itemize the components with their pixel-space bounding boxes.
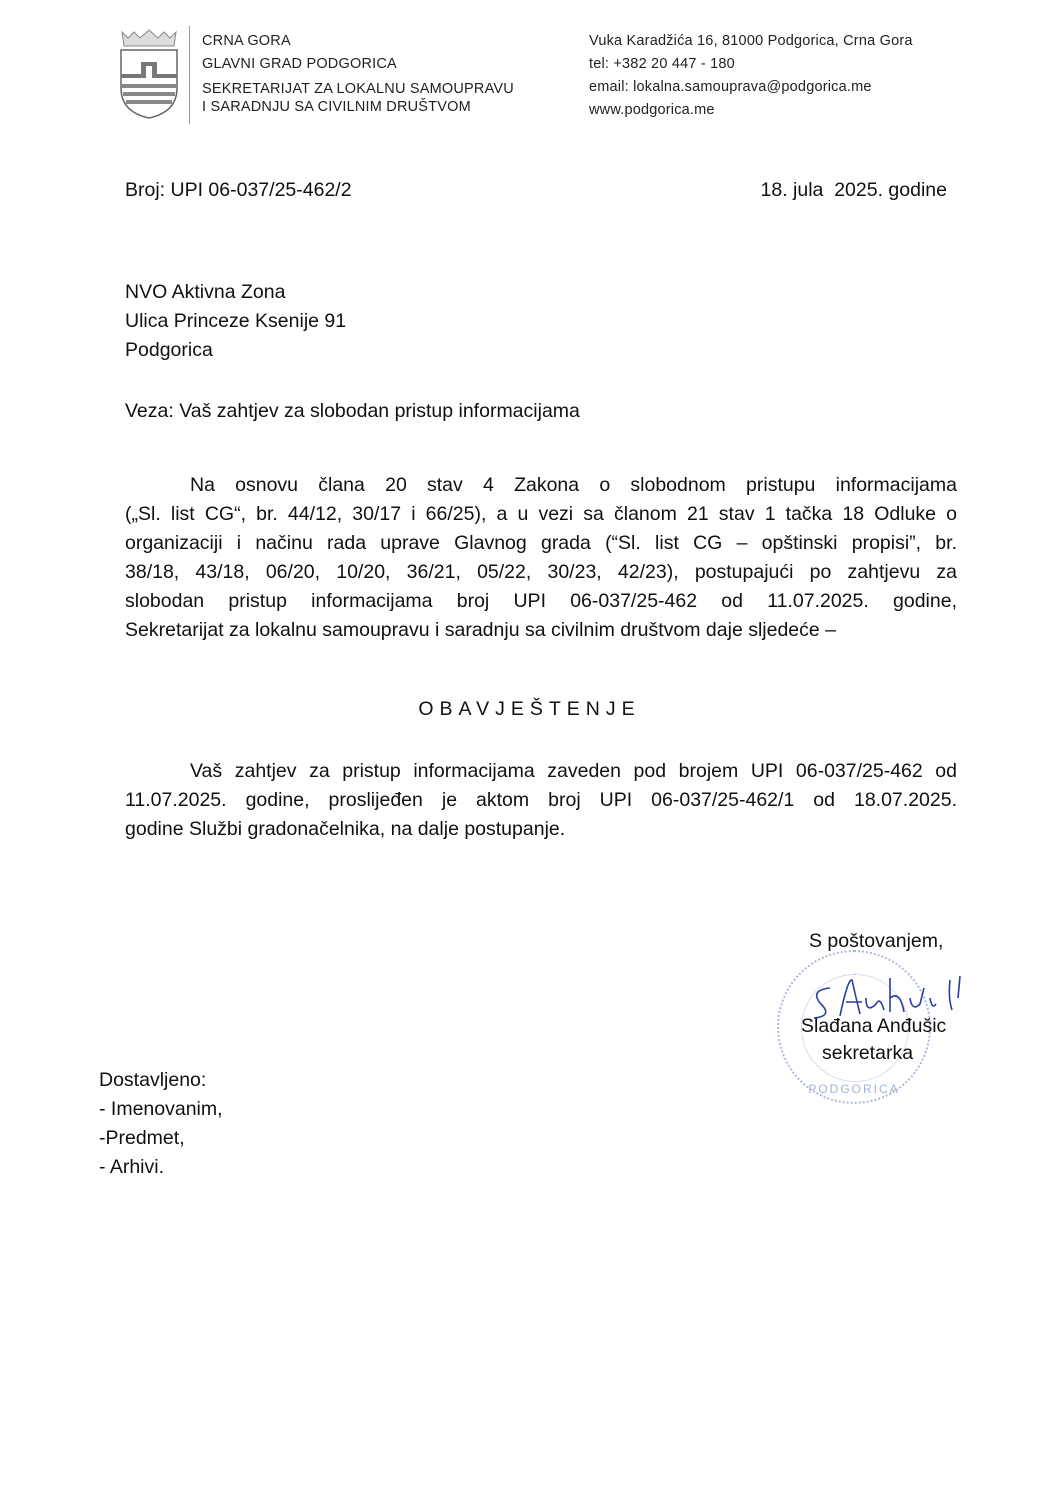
body-paragraph (125, 757, 957, 844)
paragraph-line: slobodan pristup informacijama broj UPI 06-037/25-462 od 11.07.2025. godine, (125, 590, 957, 612)
paragraph-line: („Sl. list CG“, br. 44/12, 30/17 i 66/25), a u vezi sa članom 21 stav 1 tačka 18 Odluke o (125, 503, 957, 525)
closing: S poštovanjem, (809, 930, 944, 952)
subject-line: Veza: Vaš zahtjev za slobodan pristup informacijama (125, 400, 580, 422)
recipient-block (125, 278, 346, 365)
paragraph-line: organizaciji i načinu rada uprave Glavnog grada (“Sl. list CG – opštinski propisi”, br. (125, 532, 957, 554)
recipient-line: Podgorica (125, 339, 213, 361)
intro-paragraph (125, 471, 957, 645)
paragraph-line: Vaš zahtjev za pristup informacijama zaveden pod brojem UPI 06-037/25-462 od (190, 760, 957, 782)
org-line: CRNA GORA (202, 33, 291, 49)
paragraph-line: 38/18, 43/18, 06/20, 10/20, 36/21, 05/22, 30/23, 42/23), postupajući po zahtjevu za (125, 561, 957, 583)
address: Vuka Karadžića 16, 81000 Podgorica, Crna Gora (589, 33, 913, 49)
reference-number: Broj: UPI 06-037/25-462/2 (125, 179, 352, 201)
email-link[interactable]: email: lokalna.samouprava@podgorica.me (589, 79, 872, 95)
paragraph-line: godine Službi gradonačelnika, na dalje postupanje. (125, 818, 566, 840)
document-title: OBAVJEŠTENJE (418, 698, 641, 720)
document-date: 18. jula 2025. godine (760, 179, 947, 201)
recipient-line: NVO Aktivna Zona (125, 281, 286, 303)
header-divider (189, 26, 190, 124)
distribution-item: - Arhivi. (99, 1156, 165, 1178)
distribution-label: Dostavljeno: (99, 1069, 207, 1091)
recipient-line: Ulica Princeze Ksenije 91 (125, 310, 347, 332)
paragraph-line: 11.07.2025. godine, proslijeđen je aktom broj UPI 06-037/25-462/1 od 18.07.2025. (125, 789, 957, 811)
distribution-item: -Predmet, (99, 1127, 185, 1149)
phone: tel: +382 20 447 - 180 (589, 56, 735, 72)
signatory-name: Slađana Anđušic (801, 1015, 947, 1037)
distribution-item: - Imenovanim, (99, 1098, 223, 1120)
distribution-list (99, 1066, 223, 1182)
org-block (202, 30, 514, 115)
paragraph-line: Na osnovu člana 20 stav 4 Zakona o slobodnom pristupu informacijama (190, 474, 957, 496)
org-line: GLAVNI GRAD PODGORICA (202, 56, 397, 72)
coat-of-arms-logo (116, 28, 182, 120)
stamp-text: PODGORICA (808, 1082, 900, 1096)
signatory-title: sekretarka (822, 1042, 914, 1064)
contact-block (589, 30, 913, 122)
paragraph-line: Sekretarijat za lokalnu samoupravu i saradnju sa civilnim društvom daje sljedeće – (125, 619, 837, 641)
org-line: I SARADNJU SA CIVILNIM DRUŠTVOM (202, 99, 471, 115)
website-link[interactable]: www.podgorica.me (589, 102, 715, 118)
org-line: SEKRETARIJAT ZA LOKALNU SAMOUPRAVU (202, 81, 514, 97)
